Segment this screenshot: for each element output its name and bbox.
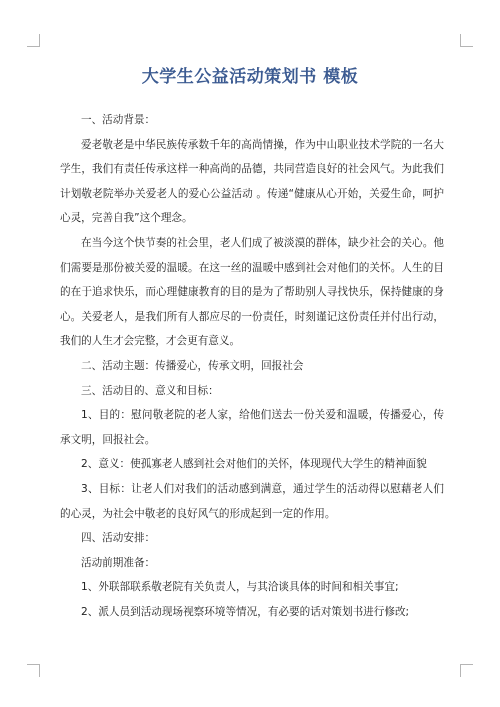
item-goal: 3、目标：让老人们对我们的活动感到满意，通过学生的活动得以慰藉老人们的心灵，为社会中敬老的良好风气的形成起到一定的作用。 (60, 482, 444, 520)
corner-mark-top-left (27, 34, 40, 47)
heading-activity-arrangement: 四、活动安排： (81, 532, 156, 545)
corner-mark-top-right (460, 34, 473, 47)
document-body (60, 108, 444, 624)
item-preparation-1: 1、外联部联系敬老院有关负责人，与其洽谈具体的时间和相关事宜; (81, 581, 399, 594)
item-purpose: 1、目的：慰问敬老院的老人家，给他们送去一份关爱和温暖，传播爱心，传承文明，回报社会。 (60, 409, 444, 446)
document-title: 大学生公益活动策划书 模板 (141, 67, 359, 87)
heading-purpose-significance-goals: 三、活动目的、意义和目标： (81, 384, 219, 397)
corner-mark-bottom-right (460, 664, 473, 677)
heading-activity-theme: 二、活动主题：传播爱心，传承文明，回报社会 (81, 359, 304, 372)
paragraph-background-1: 爱老敬老是中华民族传承数千年的高尚情操，作为中山职业技术学院的一名大学生，我们有责任传承这样一种高尚的品德，共同营造良好的社会风气。为此我们计划敬老院举办关爱老人的爱心公益活动 。传递“健康从心开始，关爱生命，呵护心灵，完善自我”这个理念。 (60, 138, 444, 225)
corner-mark-bottom-left (27, 664, 40, 677)
item-preparation-2: 2、派人员到活动现场视察环境等情况，有必要的话对策划书进行修改; (81, 605, 410, 618)
item-significance: 2、意义：使孤寡老人感到社会对他们的关怀，体现现代大学生的精神面貌 (81, 458, 427, 471)
heading-activity-background: 一、活动背景： (81, 114, 156, 126)
subheading-preparation: 活动前期准备： (81, 556, 156, 569)
paragraph-background-2: 在当今这个快节奏的社会里，老人们成了被淡漠的群体，缺少社会的关心。他们需要是那份被关爱的温暖。在这一丝的温暖中感到社会对他们的关怀。人生的目的在于追求快乐，而心理健康教育的目的是为了帮助别人寻找快乐，保持健康的身心。关爱老人，是我们所有人都应尽的一份责任，时刻谨记这份责任并付出行动，我们的人生才会完整，才会更有意义。 (60, 236, 444, 348)
